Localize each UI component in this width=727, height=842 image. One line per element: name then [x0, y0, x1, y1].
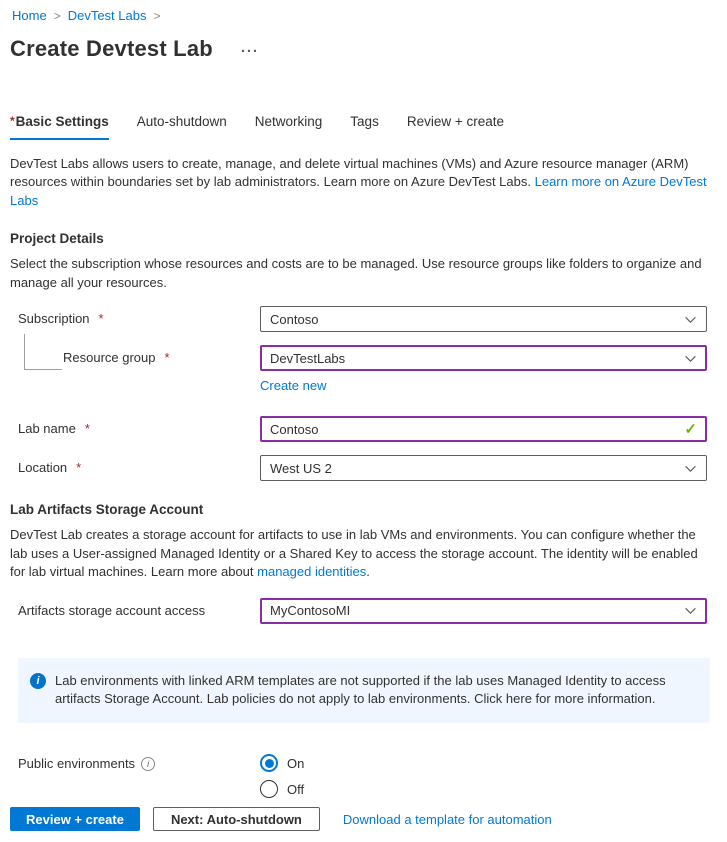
tab-networking[interactable]: Networking [254, 114, 323, 129]
lab-name-input[interactable] [260, 416, 707, 442]
storage-form [10, 598, 717, 624]
resource-group-dropdown[interactable] [260, 345, 707, 371]
valid-check-icon: ✓ [684, 421, 697, 439]
public-environments-section [10, 754, 717, 806]
subscription-dropdown[interactable] [260, 306, 707, 332]
more-options-icon[interactable]: ··· [240, 42, 259, 60]
intro-text: DevTest Labs allows users to create, manage, and delete virtual machines (VMs) and Azure resource manager (ARM) resources within boundaries set by lab administrators. Learn more on Azure DevTest Labs. [10, 156, 689, 190]
required-mark: * [76, 460, 82, 476]
radio-on-label: On [287, 755, 305, 771]
lab-name-value: Contoso [270, 421, 319, 437]
lab-name-row [10, 416, 717, 442]
required-mark: * [84, 421, 90, 437]
intro-paragraph [10, 155, 710, 210]
info-icon: i [30, 673, 46, 689]
subscription-label: Subscription * [18, 311, 104, 327]
basic-settings-form [10, 306, 717, 481]
tab-basic-settings[interactable]: *Basic Settings [10, 114, 109, 140]
artifacts-access-dropdown[interactable] [260, 598, 707, 624]
subscription-row [10, 306, 717, 332]
required-mark: * [98, 311, 104, 327]
location-label: Location * [18, 460, 82, 476]
title-row [10, 36, 717, 62]
subscription-resource-group-connector [24, 334, 62, 370]
tab-auto-shutdown[interactable]: Auto-shutdown [136, 114, 227, 129]
next-auto-shutdown-button[interactable]: Next: Auto-shutdown [153, 807, 320, 831]
artifacts-access-value: MyContosoMI [270, 603, 351, 619]
resource-group-row [10, 345, 717, 393]
project-details-description: Select the subscription whose resources and costs are to be managed. Use resource groups like folders to organize and manage all your resources. [10, 256, 702, 290]
storage-desc-text: DevTest Lab creates a storage account for artifacts to use in lab VMs and environments. You can configure whether the lab uses a User-assigned Managed Identity or a Shared Key to access the storage account. The identity will be enabled for lab virtual machines. Learn more about [10, 527, 698, 580]
public-environments-label: Public environments i [10, 754, 260, 771]
breadcrumb-home-link[interactable]: Home [12, 8, 47, 23]
artifacts-access-row [10, 598, 717, 624]
location-value: West US 2 [270, 460, 332, 476]
radio-unselected-icon [260, 780, 278, 798]
public-environments-off-radio[interactable] [260, 780, 707, 798]
resource-group-label: Resource group * [63, 350, 170, 366]
subscription-value: Contoso [270, 311, 319, 327]
required-mark: * [164, 350, 170, 366]
learn-more-devtest-link[interactable]: Learn more on Azure DevTest Labs [10, 174, 707, 208]
location-row [10, 455, 717, 481]
breadcrumb-separator-icon: > [53, 8, 61, 23]
chevron-down-icon [684, 313, 697, 326]
public-environments-row [10, 754, 717, 806]
lab-name-label: Lab name * [18, 421, 90, 437]
info-banner [18, 658, 710, 724]
tab-tags[interactable]: Tags [350, 114, 379, 129]
breadcrumb [12, 8, 717, 23]
chevron-down-icon [684, 462, 697, 475]
radio-off-label: Off [287, 781, 305, 797]
create-new-link[interactable]: Create new [260, 378, 327, 394]
location-dropdown[interactable] [260, 455, 707, 481]
storage-account-heading: Lab Artifacts Storage Account [10, 502, 204, 518]
download-template-link[interactable]: Download a template for automation [342, 811, 552, 827]
resource-group-value: DevTestLabs [270, 350, 346, 366]
required-mark: * [10, 114, 15, 128]
page-title: Create Devtest Lab [10, 36, 213, 61]
public-environments-on-radio[interactable] [260, 754, 707, 772]
chevron-down-icon [684, 352, 697, 365]
storage-desc-period: . [366, 564, 370, 580]
info-banner-text: Lab environments with linked ARM templates are not supported if the lab uses Managed Identity to access artifacts Storage Account. Lab policies do not apply to lab environments. Click here for more information. [55, 672, 666, 707]
artifacts-access-label: Artifacts storage account access [18, 602, 206, 618]
footer-actions [10, 807, 552, 831]
tab-review-create[interactable]: Review + create [406, 114, 504, 129]
project-details-heading: Project Details [10, 231, 104, 247]
info-tooltip-icon[interactable]: i [141, 757, 155, 771]
chevron-down-icon [684, 604, 697, 617]
review-create-button[interactable]: Review + create [10, 807, 140, 831]
storage-account-description [10, 526, 710, 581]
wizard-tabs [10, 114, 717, 140]
radio-selected-icon [260, 754, 278, 772]
breadcrumb-devtest-labs-link[interactable]: DevTest Labs [67, 8, 147, 23]
managed-identities-link[interactable]: managed identities [257, 564, 367, 580]
breadcrumb-separator-icon: > [153, 8, 161, 23]
